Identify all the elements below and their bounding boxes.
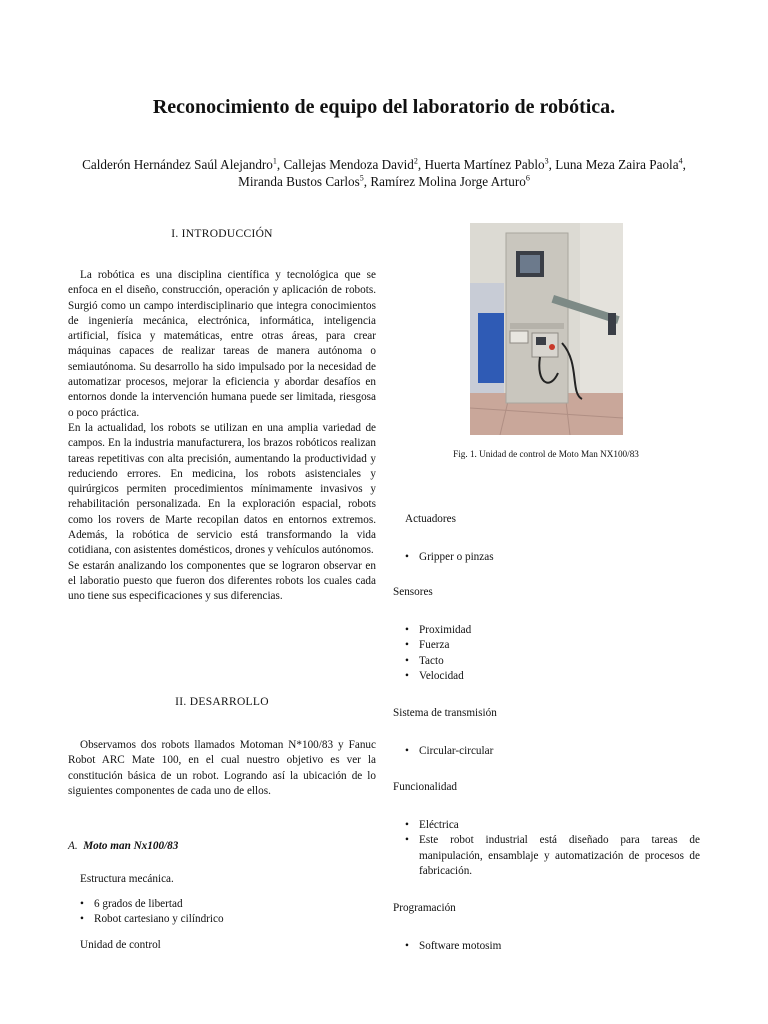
author-affiliation: 5 [359, 173, 364, 183]
list-item: • Circular-circular [405, 744, 700, 759]
control-unit-photo [470, 223, 623, 435]
paragraph: En la actualidad, los robots se utilizan en una amplia variedad de campos. En la industria manufacturera, los brazos robóticos realizan tareas repetitivas con alta precisión, aumentando la productividad y reduciendo errores. En medicina, los robots asistenciales y quirúrgicos permiten procedimientos mínimamente invasivos y rehabilitación personalizada. En la exploración espacial, robots como los rovers de Marte recopilan datos en entornos extremos. Además, la robótica de servicio está transformando la vida cotidiana, con asistentes domésticos, drones y vehículos autónomos. [68, 421, 376, 557]
transmision-label: Sistema de transmisión [393, 707, 497, 719]
author-list: Calderón Hernández Saúl Alejandro$^1$, Callejas Mendoza David$^2$, Huerta Martínez Pablo$^3$, Luna Meza Zaira Paola$^4$, Miranda Bustos Carlos$^5$, Ramírez Molina Jorge Arturo$^6$ [82, 156, 686, 189]
list-item: • Software motosim [405, 939, 700, 954]
author-name: Miranda Bustos Carlos [238, 174, 360, 189]
list-item: • Robot cartesiano y cilíndrico [80, 912, 376, 927]
list-item: • Proximidad [405, 623, 700, 638]
list-item: • Fuerza [405, 638, 700, 653]
programacion-label: Programación [393, 902, 456, 914]
section-heading-introduccion: I. INTRODUCCIÓN [171, 228, 273, 240]
section-heading-desarrollo: II. DESARROLLO [175, 696, 269, 708]
author-affiliation: 6 [525, 173, 530, 183]
subsection-heading [68, 840, 376, 852]
figure-photo [470, 223, 623, 435]
subsection-label: A. [68, 840, 78, 852]
intro-body [68, 268, 376, 605]
unidad-control-label: Unidad de control [80, 939, 161, 951]
subsection-title: Moto man Nx100/83 [83, 840, 179, 852]
author-affiliation: 4 [678, 156, 683, 166]
author-affiliation: 2 [413, 156, 418, 166]
sensores-label: Sensores [393, 586, 433, 598]
paragraph: La robótica es una disciplina científica y tecnológica que se enfoca en el diseño, construcción, operación y aplicación de robots. Surgió como un campo interdisciplinario que integra conocimientos de ingeniería mecánica, electrónica, informática, inteligencia artificial, física y matemáticas, entre otras áreas, para crear máquinas capaces de realizar tareas de manera autónoma o semiautónoma. Su desarrollo ha sido impulsado por la necesidad de automatizar procesos, mejorar la eficiencia y abordar desafíos en entornos donde la intervención humana puede ser limitada, riesgosa o poco práctica. [68, 269, 376, 419]
author-affiliation: 1 [272, 156, 277, 166]
figure-caption: Fig. 1. Unidad de control de Moto Man NX100/83 [453, 449, 639, 459]
funcionalidad-list [405, 818, 700, 879]
author-name: Callejas Mendoza David [283, 157, 414, 172]
list-item: • Tacto [405, 654, 700, 669]
sensores-list [405, 623, 700, 684]
actuadores-label: Actuadores [405, 513, 456, 525]
author-affiliation: 3 [544, 156, 549, 166]
programacion-list [405, 939, 700, 954]
estructura-label: Estructura mecánica. [80, 873, 174, 885]
list-item: • 6 grados de libertad [80, 897, 376, 912]
paper-title: Reconocimiento de equipo del laboratorio de robótica. [152, 96, 616, 118]
actuadores-list [405, 550, 700, 565]
paragraph: Se estarán analizando los componentes que se lograron observar en el laboratio puesto que fueron dos diferentes robots los cuales cada uno tiene sus especificaciones y sus diferencias. [68, 559, 376, 603]
paragraph: Observamos dos robots llamados Motoman N*100/83 y Fanuc Robot ARC Mate 100, en el cual nuestro objetivo es ver la constitución básica de un robot. Logrando así la ubicación de lo siguientes componentes de cada uno de ellos. [68, 739, 376, 797]
list-item: • Gripper o pinzas [405, 550, 700, 565]
author-name: Huerta Martínez Pablo [424, 157, 545, 172]
list-item: • Velocidad [405, 669, 700, 684]
funcionalidad-label: Funcionalidad [393, 781, 458, 793]
author-name: Ramírez Molina Jorge Arturo [370, 174, 526, 189]
desarrollo-body [68, 738, 376, 799]
author-name: Luna Meza Zaira Paola [555, 157, 679, 172]
author-name: Calderón Hernández Saúl Alejandro [82, 157, 273, 172]
list-item: • Eléctrica [405, 818, 700, 833]
list-item: • Este robot industrial está diseñado para tareas de manipulación, ensamblaje y automatización de procesos de fabricación. [405, 833, 700, 879]
estructura-list [80, 897, 376, 928]
transmision-list [405, 744, 700, 759]
